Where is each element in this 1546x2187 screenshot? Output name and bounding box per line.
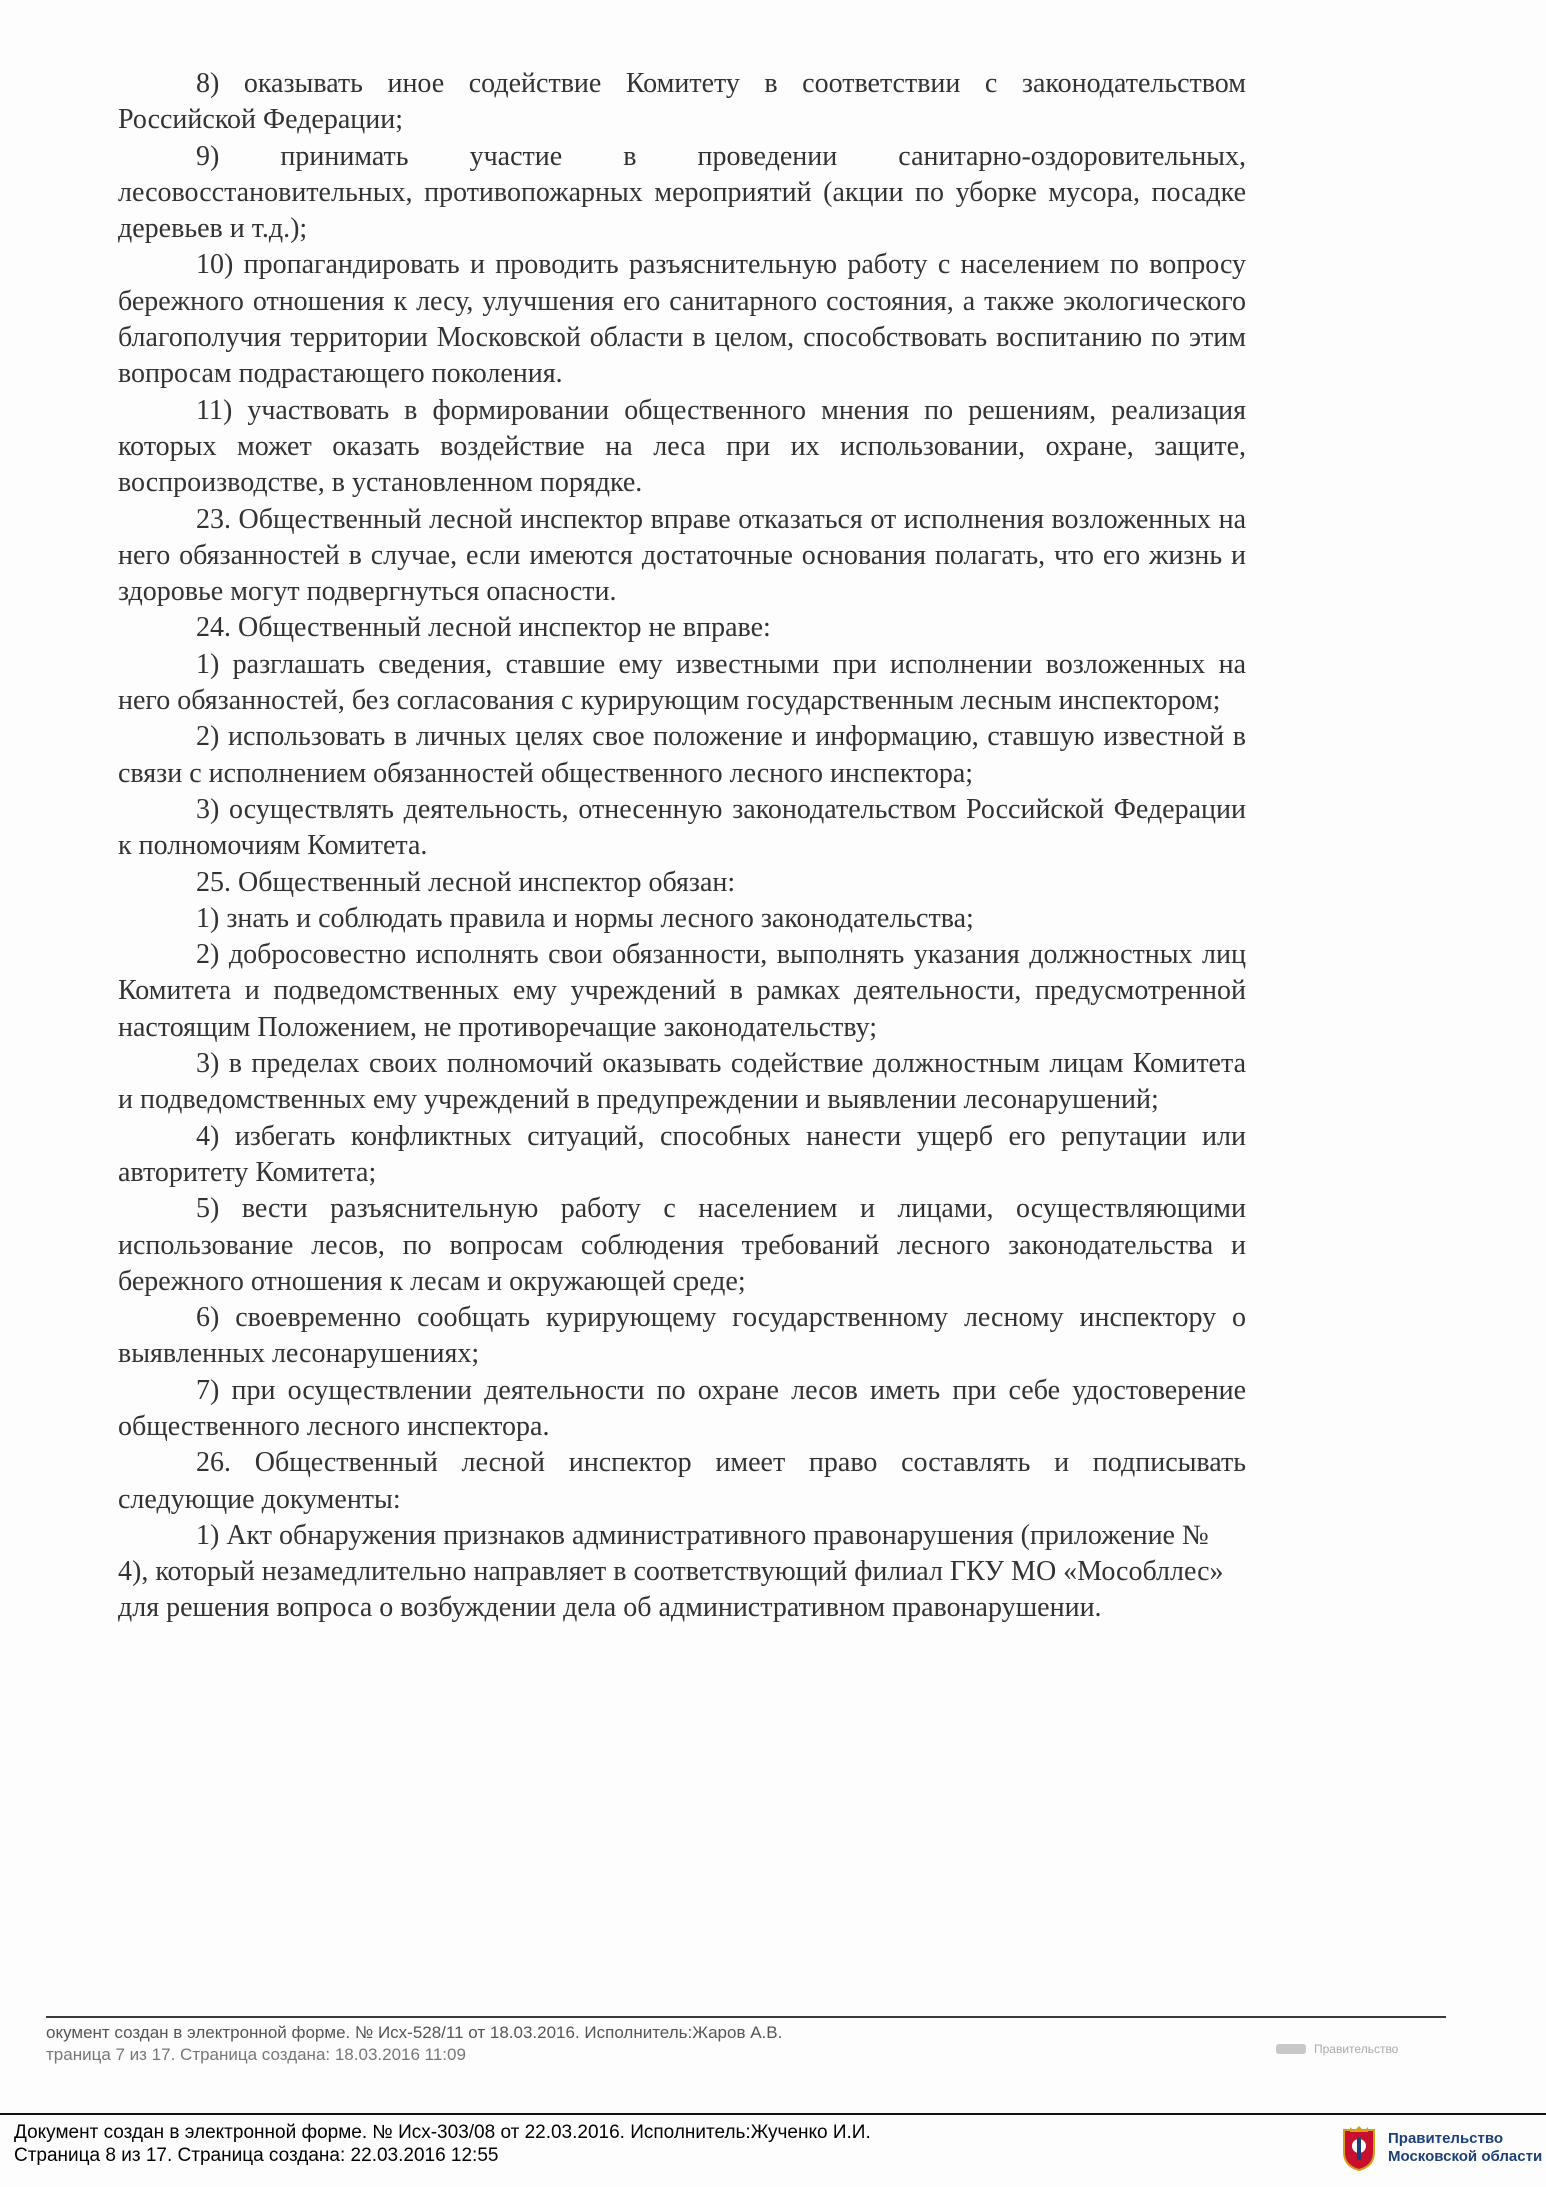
scan-footer-line2: траница 7 из 17. Страница создана: 18.03.2016 11:09 <box>46 2045 466 2064</box>
scan-logo-icon <box>1276 2044 1306 2054</box>
document-body <box>118 66 1246 1627</box>
gov-logo <box>1340 2124 1542 2172</box>
scan-logo-text: Правительство <box>1314 2042 1399 2056</box>
paragraph-item-8: 8) оказывать иное содействие Комитету в соответствии с законодательством Российской Федерации; <box>118 68 1246 136</box>
paragraph-clause-26-item-1: 1) Акт обнаружения признаков административного правонарушения (приложение № 4), который незамедлительно направляет в соответствующий филиал ГКУ МО «Мособллес» для решения вопроса о возбуждении дела об административном правонарушении. <box>118 1519 1224 1624</box>
coat-of-arms-icon <box>1340 2124 1378 2172</box>
gov-name-line2: Московской области <box>1388 2148 1543 2165</box>
paragraph-clause-25-item-6: 6) своевременно сообщать курирующему государственному лесному инспектору о выявленных лесонарушениях; <box>118 1302 1246 1370</box>
scan-footer-logo <box>1276 2042 1398 2056</box>
scan-footer-divider <box>46 2016 1446 2018</box>
paragraph-item-10: 10) пропагандировать и проводить разъяснительную работу с населением по вопросу бережного отношения к лесу, улучшения его санитарного состояния, а также экологического благополучия территории Московской области в целом, способствовать воспитанию по этим вопросам подрастающего поколения. <box>118 249 1246 390</box>
gov-name-line1: Правительство <box>1388 2130 1504 2147</box>
electronic-stamp <box>14 2121 1294 2167</box>
gov-name <box>1388 2130 1542 2166</box>
paragraph-clause-25: 25. Общественный лесной инспектор обязан: <box>196 866 736 898</box>
scan-footer-line1: окумент создан в электронной форме. № Исх-528/11 от 18.03.2016. Исполнитель:Жаров А.В. <box>46 2023 783 2042</box>
stamp-divider <box>0 2113 1546 2115</box>
paragraph-item-9: 9) принимать участие в проведении санитарно-оздоровительных, лесовосстановительных, противопожарных мероприятий (акции по уборке мусора, посадке деревьев и т.д.); <box>118 140 1246 245</box>
stamp-line2: Страница 8 из 17. Страница создана: 22.03.2016 12:55 <box>14 2145 499 2166</box>
stamp-line1: Документ создан в электронной форме. № Исх-303/08 от 22.03.2016. Исполнитель:Жученко И.И. <box>14 2122 871 2143</box>
paragraph-clause-24: 24. Общественный лесной инспектор не вправе: <box>196 612 771 644</box>
paragraph-clause-23: 23. Общественный лесной инспектор вправе отказаться от исполнения возложенных на него обязанностей в случае, если имеются достаточные основания полагать, что его жизнь и здоровье могут подвергнуться опасности. <box>118 503 1246 608</box>
paragraph-clause-24-item-2: 2) использовать в личных целях свое положение и информацию, ставшую известной в связи с исполнением обязанностей общественного лесного инспектора; <box>118 721 1246 789</box>
paragraph-clause-26: 26. Общественный лесной инспектор имеет право составлять и подписывать следующие документы: <box>118 1447 1246 1515</box>
paragraph-clause-24-item-1: 1) разглашать сведения, ставшие ему известными при исполнении возложенных на него обязанностей, без согласования с курирующим государственным лесным инспектором; <box>118 648 1246 717</box>
paragraph-clause-25-item-4: 4) избегать конфликтных ситуаций, способных нанести ущерб его репутации или авторитету Комитета; <box>118 1120 1246 1188</box>
paragraph-clause-25-item-1: 1) знать и соблюдать правила и нормы лесного законодательства; <box>196 902 974 934</box>
paragraph-clause-24-item-3: 3) осуществлять деятельность, отнесенную законодательством Российской Федерации к полномочиям Комитета. <box>118 793 1246 862</box>
paragraph-clause-25-item-2: 2) добросовестно исполнять свои обязанности, выполнять указания должностных лиц Комитета и подведомственных ему учреждений в рамках деятельности, предусмотренной настоящим Положением, не противоречащие законодательству; <box>118 939 1246 1043</box>
paragraph-clause-25-item-3: 3) в пределах своих полномочий оказывать содействие должностным лицам Комитета и подведомственных ему учреждений в предупреждении и выявлении лесонарушений; <box>118 1048 1246 1116</box>
paragraph-item-11: 11) участвовать в формировании общественного мнения по решениям, реализация которых может оказать воздействие на леса при их использовании, охране, защите, воспроизводстве, в установленном порядке. <box>118 394 1246 499</box>
paragraph-clause-25-item-5: 5) вести разъяснительную работу с населением и лицами, осуществляющими использование лесов, по вопросам соблюдения требований лесного законодательства и бережного отношения к лесам и окружающей среде; <box>118 1193 1246 1297</box>
paragraph-clause-25-item-7: 7) при осуществлении деятельности по охране лесов иметь при себе удостоверение общественного лесного инспектора. <box>118 1374 1246 1442</box>
